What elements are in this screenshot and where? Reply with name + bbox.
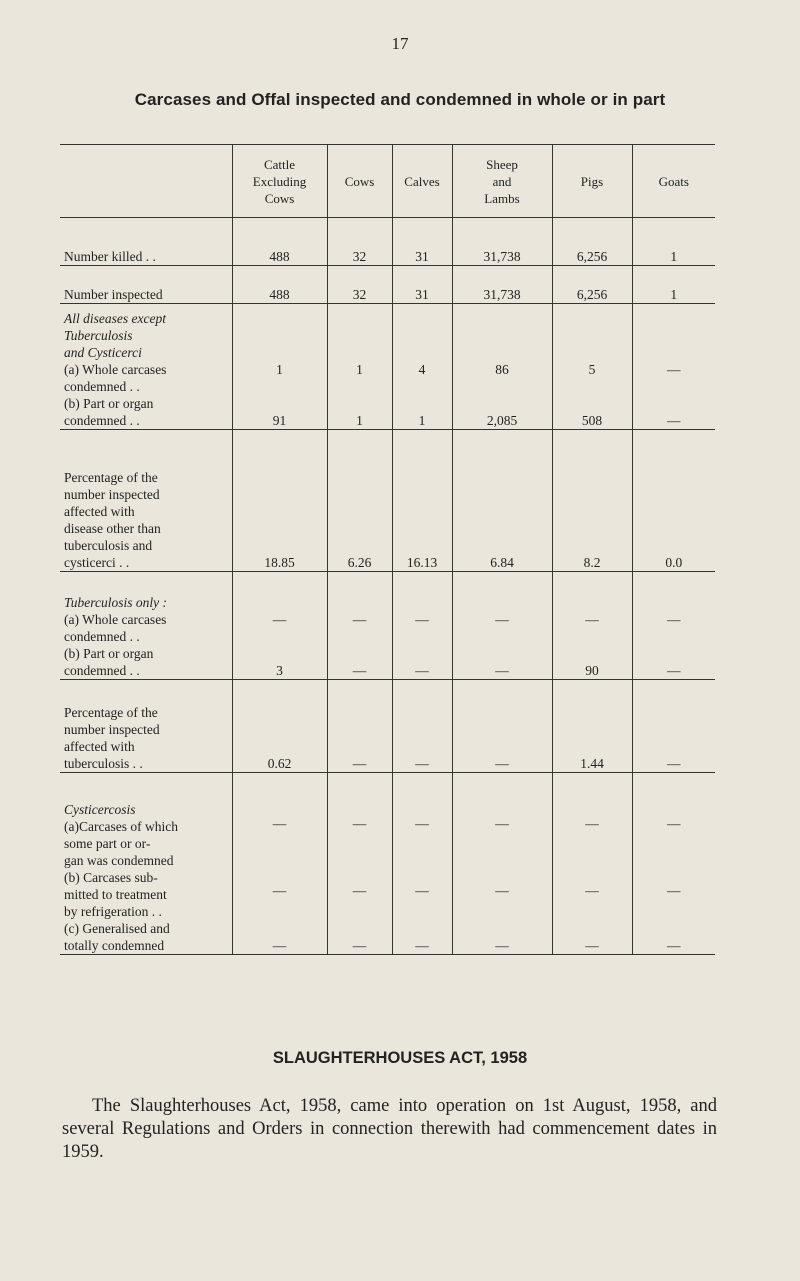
row-label-line: and Cysticerci — [64, 345, 142, 360]
column-header — [552, 145, 632, 218]
table-subcell: — — [495, 883, 509, 898]
column-header-line: Excluding — [252, 173, 307, 189]
table-subcell: — — [667, 816, 681, 831]
table-subcell: — — [352, 938, 367, 953]
table-subcell: 91 — [272, 413, 287, 428]
table-row — [60, 680, 715, 773]
row-label-line: Percentage of the — [64, 705, 158, 720]
table-cell — [452, 304, 552, 430]
table-cell — [632, 304, 715, 430]
table-cell: 31,738 — [452, 218, 552, 266]
row-label — [60, 430, 232, 572]
table-header — [60, 145, 715, 218]
row-label-line: Number killed . . — [64, 249, 156, 264]
table-subcell: 1 — [418, 413, 426, 428]
table-subcell: — — [585, 883, 599, 898]
row-label-line: some part or or- — [64, 836, 151, 851]
table-cell: 0.0 — [632, 430, 715, 572]
row-label-line: cysticerci . . — [64, 555, 130, 570]
table-subcell: — — [495, 938, 509, 953]
row-label-line: All diseases except — [64, 311, 166, 326]
table-subcell: — — [495, 663, 509, 678]
row-label-line: condemned . . — [64, 663, 140, 678]
row-label-line: by refrigeration . . — [64, 904, 162, 919]
row-label — [60, 572, 232, 680]
column-header-line: Cows — [344, 173, 375, 189]
row-label-line: Tuberculosis only : — [64, 595, 167, 610]
table-cell — [552, 304, 632, 430]
row-label-line: tuberculosis . . — [64, 756, 143, 771]
row-label-line: (b) Carcases sub- — [64, 870, 158, 885]
column-header-line: and — [492, 173, 512, 189]
table-cell: 18.85 — [232, 430, 327, 572]
table-subcell: 2,085 — [486, 413, 518, 428]
table-cell: 8.2 — [552, 430, 632, 572]
table-cell — [392, 572, 452, 680]
column-header-line: Calves — [404, 173, 440, 189]
table-subcell: — — [415, 816, 429, 831]
table-row — [60, 430, 715, 572]
column-header-line: Sheep — [486, 156, 518, 172]
row-label-line: Tuberculosis — [64, 328, 133, 343]
table-subcell: — — [272, 816, 287, 831]
row-label — [60, 304, 232, 430]
table-subcell: — — [415, 612, 429, 627]
table-cell: 32 — [327, 218, 392, 266]
table-row — [60, 572, 715, 680]
table-cell: 6.26 — [327, 430, 392, 572]
table-cell — [327, 773, 392, 955]
column-header-line: Pigs — [580, 173, 604, 189]
column-header-line: Cattle — [263, 156, 296, 172]
table-cell: 488 — [232, 266, 327, 304]
table-subcell: — — [585, 938, 599, 953]
column-header-line: Cows — [264, 190, 295, 206]
table-heading: Carcases and Offal inspected and condemned in whole or in part — [134, 90, 666, 109]
column-header — [632, 145, 715, 218]
table-cell — [632, 572, 715, 680]
table-cell: 31 — [392, 266, 452, 304]
row-label — [60, 266, 232, 304]
table-cell: 31 — [392, 218, 452, 266]
row-label-line: condemned . . — [64, 629, 140, 644]
table-cell: 0.62 — [232, 680, 327, 773]
page-number: 17 — [391, 34, 409, 53]
row-label-line: Percentage of the — [64, 470, 158, 485]
row-label — [60, 680, 232, 773]
column-header — [452, 145, 552, 218]
table-cell — [392, 773, 452, 955]
row-label-line: (b) Part or organ — [64, 646, 154, 661]
table-cell: 32 — [327, 266, 392, 304]
table-subcell: — — [352, 816, 367, 831]
carcases-table — [60, 144, 715, 955]
row-label-line: (a)Carcases of which — [64, 819, 178, 834]
row-label-line: tuberculosis and — [64, 538, 153, 553]
row-label-line: (b) Part or organ — [64, 396, 154, 411]
table-cell: 6.84 — [452, 430, 552, 572]
column-header-line: Lambs — [484, 190, 520, 206]
row-label-line: condemned . . — [64, 413, 140, 428]
table-cell: 6,256 — [552, 218, 632, 266]
row-label — [60, 773, 232, 955]
row-label-line: number inspected — [64, 487, 160, 502]
table-cell — [632, 773, 715, 955]
table-subcell: — — [272, 612, 287, 627]
table-cell — [232, 304, 327, 430]
row-label-line: Cysticercosis — [64, 802, 136, 817]
table-row — [60, 218, 715, 266]
row-label-line: condemned . . — [64, 379, 140, 394]
column-header-line: Goats — [658, 173, 689, 189]
table-cell: 16.13 — [392, 430, 452, 572]
row-label-line: (a) Whole carcases — [64, 612, 167, 627]
table-row — [60, 304, 715, 430]
body-paragraph: The Slaughterhouses Act, 1958, came into operation on 1st August, 1958, and several Regulations and Orders in connection therewith had commencement dates in 1959. — [62, 1096, 717, 1162]
table-subcell: — — [495, 816, 509, 831]
table-cell: 1.44 — [552, 680, 632, 773]
table-body — [60, 218, 715, 955]
table-cell — [327, 304, 392, 430]
table-cell: — — [632, 680, 715, 773]
table-subcell: — — [667, 413, 681, 428]
table-subcell: — — [415, 663, 429, 678]
table-cell: 1 — [632, 266, 715, 304]
row-label-line: (a) Whole carcases — [64, 362, 167, 377]
table-cell — [232, 773, 327, 955]
table-subcell: — — [352, 663, 367, 678]
table-subcell: 1 — [276, 362, 283, 377]
table-cell — [327, 572, 392, 680]
table-cell: — — [392, 680, 452, 773]
table-subcell: — — [667, 612, 681, 627]
header-cell-blank — [60, 145, 232, 218]
table-subcell: — — [272, 938, 287, 953]
table-cell — [232, 572, 327, 680]
table-subcell: — — [352, 612, 367, 627]
table-cell: — — [327, 680, 392, 773]
table-cell — [452, 572, 552, 680]
table-cell — [552, 572, 632, 680]
row-label-line: gan was condemned — [64, 853, 174, 868]
table-cell: 6,256 — [552, 266, 632, 304]
row-label-line: mitted to treatment — [64, 887, 167, 902]
column-header — [392, 145, 452, 218]
table-cell: — — [452, 680, 552, 773]
table-cell — [392, 304, 452, 430]
row-label-line: number inspected — [64, 722, 160, 737]
row-label-line: affected with — [64, 739, 135, 754]
table-cell: 1 — [632, 218, 715, 266]
table-cell: 31,738 — [452, 266, 552, 304]
row-label-line: affected with — [64, 504, 135, 519]
table-subcell: — — [585, 816, 599, 831]
row-label-line: totally condemned — [64, 938, 165, 953]
table-subcell: — — [415, 883, 429, 898]
table-subcell: 1 — [356, 362, 363, 377]
table-subcell: — — [667, 663, 681, 678]
column-header — [327, 145, 392, 218]
table-subcell: — — [352, 883, 367, 898]
table-subcell: 3 — [276, 663, 283, 678]
row-label-line: (c) Generalised and — [64, 921, 170, 936]
table-row — [60, 773, 715, 955]
table-cell: 488 — [232, 218, 327, 266]
table-subcell: — — [667, 362, 681, 377]
table-subcell: — — [667, 883, 681, 898]
table-subcell: — — [415, 938, 429, 953]
table-cell — [452, 773, 552, 955]
section-heading: SLAUGHTERHOUSES ACT, 1958 — [272, 1049, 528, 1067]
table-subcell: 1 — [356, 413, 363, 428]
table-cell — [552, 773, 632, 955]
row-label — [60, 218, 232, 266]
table-subcell: 90 — [585, 663, 599, 678]
table-subcell: 4 — [418, 362, 426, 377]
row-label-line: Number inspected — [64, 287, 163, 302]
row-label-line: disease other than — [64, 521, 161, 536]
table-row — [60, 266, 715, 304]
table-subcell: — — [585, 612, 599, 627]
table-subcell: — — [272, 883, 287, 898]
table-subcell: 5 — [588, 362, 596, 377]
table-subcell: — — [495, 612, 509, 627]
table-subcell: 86 — [495, 362, 509, 377]
column-header — [232, 145, 327, 218]
table-subcell: 508 — [581, 413, 603, 428]
table-subcell: — — [667, 938, 681, 953]
